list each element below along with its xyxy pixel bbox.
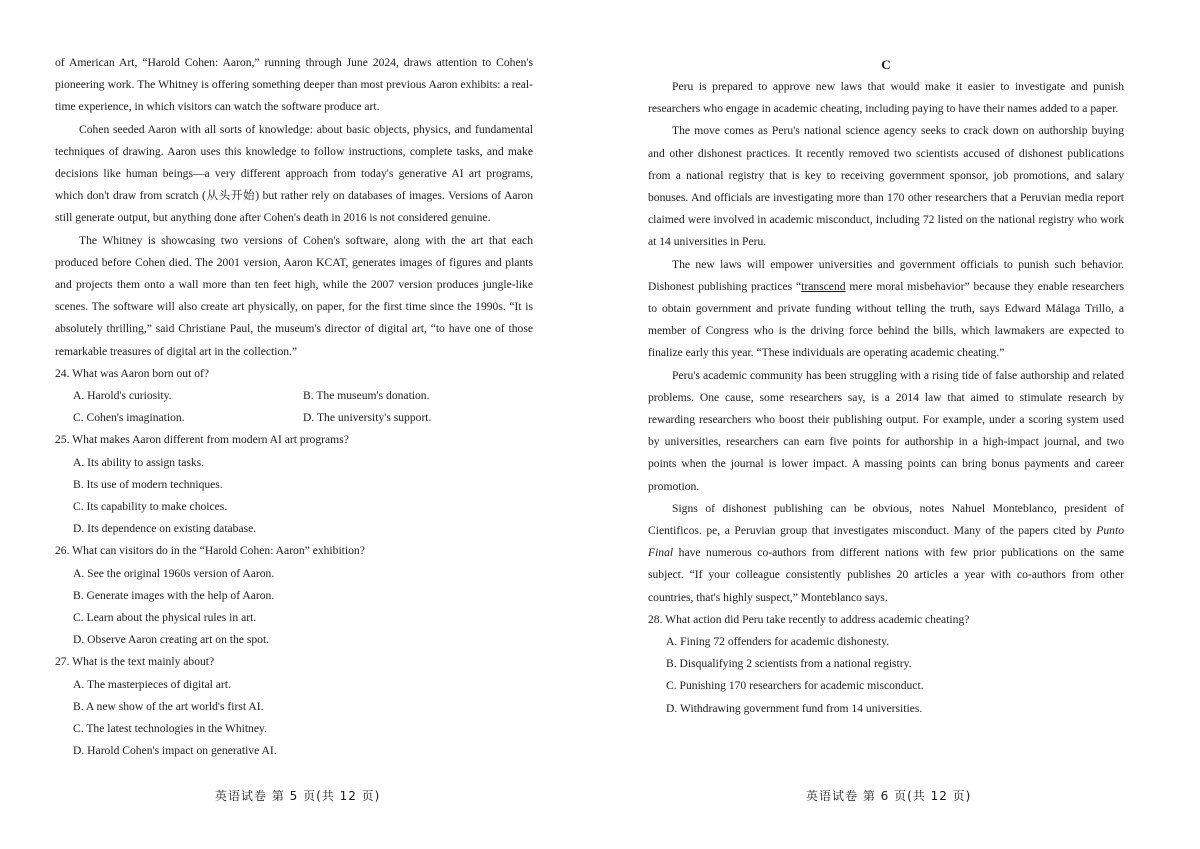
question-stem: 27. What is the text mainly about? bbox=[55, 655, 215, 669]
option-d: D. The university's support. bbox=[303, 411, 432, 425]
option-d: D. Harold Cohen's impact on generative AI. bbox=[73, 744, 277, 758]
passage-paragraph: The move comes as Peru's national science agency seeks to crack down on authorship buying and other dishonest practices. It recently removed two scientists accused of dishonest publications from a national registry that is key to receiving government sponsor, job promotions, and salary bonuses. And officials are investigating more than 170 other researchers that a Peruvian media report claimed were involved in academic misconduct, including 72 listed on the national registry who work at 14 universities in Peru. bbox=[648, 124, 1124, 249]
question-stem: 25. What makes Aaron different from modern AI art programs? bbox=[55, 433, 349, 447]
question-25 bbox=[55, 429, 533, 540]
option-d: D. Observe Aaron creating art on the spot. bbox=[73, 633, 270, 647]
option-b: B. The museum's donation. bbox=[303, 389, 430, 403]
question-options bbox=[55, 385, 533, 429]
passage-paragraph: Peru's academic community has been struggling with a rising tide of false authorship and related problems. One cause, some researchers say, is a 2014 law that aimed to stimulate research by rewarding researchers who boost their publishing output. For example, under a scoring system used by universities, researchers can earn five points for authorship in a high-impact journal, and two points when the journal is lower impact. A massing points can bring bonus payments and career promotion. bbox=[648, 368, 1124, 493]
passage-paragraph: The Whitney is showcasing two versions of Cohen's software, along with the art that each produced before Cohen died. The 2001 version, Aaron KCAT, generates images of figures and plants and projects them onto a wall more than ten feet high, while the 2007 version produces jungle-like scenes. The software will also create art physically, on paper, for the first time since the 1990s. “It is absolutely thrilling,” said Christiane Paul, the museum's director of digital art, “to have one of those remarkable treasures of digital art in the collection.” bbox=[55, 233, 533, 358]
question-26 bbox=[55, 540, 533, 651]
question-24 bbox=[55, 363, 533, 430]
question-stem: 24. What was Aaron born out of? bbox=[55, 366, 210, 380]
question-stem: 28. What action did Peru take recently to address academic cheating? bbox=[648, 612, 970, 626]
option-b: B. Its use of modern techniques. bbox=[73, 477, 223, 491]
option-c: C. Punishing 170 researchers for academic misconduct. bbox=[666, 679, 924, 693]
question-27 bbox=[55, 651, 533, 762]
paragraph-text: Signs of dishonest publishing can be obvious, notes Nahuel Monteblanco, president of Cientificos. pe, a Peruvian group that investigates misconduct. Many of the papers cited by bbox=[648, 501, 1124, 538]
option-b: B. Generate images with the help of Aaron. bbox=[73, 588, 275, 602]
paragraph-text: have numerous co-authors from different nations with few prior publications on the same subject. “If your colleague consistently publishes 20 articles a year with co-authors from other countries, that's highly suspect,” Monteblanco says. bbox=[648, 546, 1124, 604]
passage-paragraph bbox=[648, 254, 1124, 365]
option-c: C. Cohen's imagination. bbox=[73, 411, 185, 425]
underlined-word: transcend bbox=[801, 279, 846, 293]
option-a: A. Harold's curiosity. bbox=[73, 389, 172, 403]
page-footer-left: 英语试卷 第 5 页(共 12 页) bbox=[215, 789, 381, 803]
passage-paragraph: of American Art, “Harold Cohen: Aaron,” running through June 2024, draws attention to Cohen's pioneering work. The Whitney is offering something deeper than most previous Aaron exhibits: a real-time experience, in which visitors can watch the software produce art. bbox=[55, 56, 533, 114]
italic-title: Punto Final bbox=[648, 524, 1124, 560]
section-heading: C bbox=[881, 57, 891, 72]
passage-paragraph: Cohen seeded Aaron with all sorts of knowledge: about basic objects, physics, and fundamental techniques of drawing. Aaron uses this knowledge to follow instructions, complete tasks, and make decisions like human beings—a very different approach from today's generative AI art programs, which don't draw from scratch (从头开始) but rather rely on databases of images. Versions of Aaron still generate output, but anything done after Cohen's death in 2016 is not considered genuine. bbox=[55, 122, 533, 225]
left-page-column bbox=[55, 52, 533, 763]
option-b: B. A new show of the art world's first AI. bbox=[73, 699, 264, 713]
passage-paragraph bbox=[648, 498, 1124, 609]
option-d: D. Its dependence on existing database. bbox=[73, 522, 257, 536]
option-b: B. Disqualifying 2 scientists from a national registry. bbox=[666, 657, 912, 671]
passage-paragraph: Peru is prepared to approve new laws that would make it easier to investigate and punish researchers who engage in academic cheating, including paying to have their names added to a paper. bbox=[648, 80, 1124, 116]
option-a: A. See the original 1960s version of Aaron. bbox=[73, 566, 275, 580]
option-c: C. The latest technologies in the Whitney. bbox=[73, 722, 267, 736]
option-a: A. The masterpieces of digital art. bbox=[73, 677, 231, 691]
right-page-column bbox=[648, 52, 1124, 720]
paragraph-text: The new laws will empower universities and government officials to punish such behavior. Dishonest publishing practices “ bbox=[648, 257, 1124, 293]
option-d: D. Withdrawing government fund from 14 universities. bbox=[666, 701, 923, 715]
option-c: C. Learn about the physical rules in art. bbox=[73, 611, 257, 625]
option-a: A. Fining 72 offenders for academic dishonesty. bbox=[666, 635, 890, 649]
option-c: C. Its capability to make choices. bbox=[73, 500, 228, 514]
question-stem: 26. What can visitors do in the “Harold Cohen: Aaron” exhibition? bbox=[55, 544, 365, 558]
page-footer-right: 英语试卷 第 6 页(共 12 页) bbox=[806, 789, 972, 803]
question-28 bbox=[648, 609, 1124, 720]
option-a: A. Its ability to assign tasks. bbox=[73, 455, 205, 469]
paragraph-text: mere moral misbehavior” because they enable researchers to obtain government and private funding without telling the truth, says Edward Málaga Trillo, a member of Congress who is the driving force behind the bills, which lawmakers are expected to finalize early this year. “These individuals are operating academic cheating.” bbox=[648, 279, 1124, 360]
